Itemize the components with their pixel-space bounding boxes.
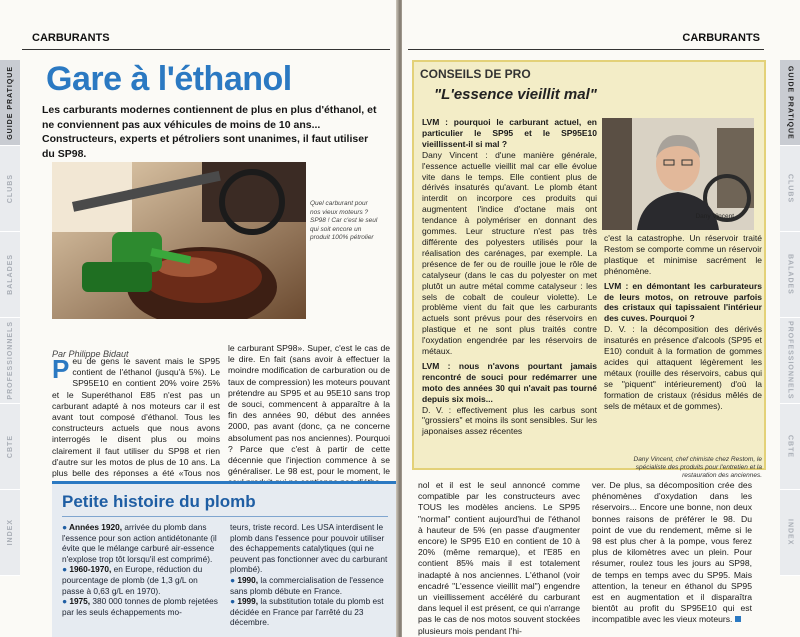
history-entry: ● Années 1920, arrivée du plomb dans l'essence pour son action antidétonante (il évite que le mélange carburé air-essence n'explose trop tôt lorsqu'il est comprimé). bbox=[62, 522, 217, 564]
article-author: Par Philippe Bidaut bbox=[52, 349, 129, 359]
left-tab-guide-pratique[interactable]: GUIDE PRATIQUE bbox=[0, 60, 20, 146]
header-rule bbox=[22, 49, 390, 50]
right-tab-index[interactable]: INDEX bbox=[780, 490, 800, 576]
drop-cap: P bbox=[52, 354, 70, 384]
lead-history-rule bbox=[62, 516, 388, 517]
right-tab-professionnels[interactable]: PROFESSIONNELS bbox=[780, 318, 800, 404]
qa-item: LVM : nous n'avons pourtant jamais rencontré de souci pour redémarrer une moto des années 30 qui n'avait pas tourné depuis six mois... D. V. : effectivement plus les carbus sont "grossiers" et moins ils sont sensibles. Sur les japonaises assez récentes bbox=[422, 360, 597, 437]
history-entry: ● 1960-1970, en Europe, réduction du pourcentage de plomb (de 1,3 g/L on passe à 0,63 g/L en 1970). bbox=[62, 564, 203, 596]
header-rule bbox=[408, 49, 764, 50]
history-entry: ● 1990, la commercialisation de l'essence sans plomb débute en France. bbox=[230, 574, 384, 596]
history-entry-continued: teurs, triste record. Les USA interdisent le plomb dans l'essence pour pouvoir utiliser des échappements catalytiques (qui ne peuvent pas fonctionner avec du carburant plombé). bbox=[230, 522, 388, 575]
interview-column-2 bbox=[604, 233, 762, 416]
lead-history-title: Petite histoire du plomb bbox=[62, 492, 256, 511]
body-column-2: le carburant SP98». Super, c'est le cas de le dire. En fait (sans avoir à effectuer la moindre modification de carburation ou de taux de compression) les moteurs pouvant prétendre au SP95 et au 95E10 sans trop de souci, commencent à apparaître à la fin des années 90, début des années 2000, pas avant (donc, ça ne concerne absolument pas nos anciennes). Pourquoi ? Parce que c'est à partir de cette décennie que l'injection commence à se généraliser. Le 98 est, pour le moment, le bbox=[228, 343, 390, 477]
left-section-tabs bbox=[0, 60, 20, 637]
photo-caption: Quel carburant pour nos vieux moteurs ? SP98 ! Car c'est le seul qui soit encore un produit 100% pétrolier bbox=[310, 200, 378, 241]
bullet-icon: ● bbox=[230, 596, 238, 607]
portrait-caption: Dany Vincent, chef chimiste chez Restom, le spécialiste des produits pour l'entretien et la restauration des anciennes. bbox=[633, 456, 762, 479]
portrait-name: Dany Vincent bbox=[695, 213, 734, 220]
interview-kicker: CONSEILS DE PRO bbox=[420, 67, 531, 81]
body-column-1-text: eu de gens le savent mais le SP95 contient de l'éthanol (jusqu'à 5%). Le SP95E10 en contient 20% voire 25% et le Superéthanol E85 n'est pas un carburant adapté à nos moteurs car il est avant tout composé d'éthanol. Tous les constructeurs actuels que nous avons interrogés le disent plus ou moins clairement il faut utiliser du SP98 et rien d'autre sur les motos de plus de 10 ans. La plus belle des réponses a été «Tous nos bbox=[52, 356, 220, 479]
left-tab-cbte[interactable]: CBTE bbox=[0, 404, 20, 490]
right-tab-balades[interactable]: BALADES bbox=[780, 232, 800, 318]
article-lead: Les carburants modernes contiennent de plus en plus d'éthanol, et ne conviennent pas aux véhicules de moins de 10 ans... Constructeurs, experts et pétroliers sont unanimes, il faut utiliser du SP98. bbox=[42, 104, 377, 160]
body-column-1 bbox=[52, 356, 220, 490]
bullet-icon: ● bbox=[62, 522, 70, 532]
history-entry: ● 1975, 380 000 tonnes de plomb rejetées par les seuls échappements mo- bbox=[62, 596, 218, 617]
end-of-article-icon bbox=[735, 616, 741, 622]
body-column-4 bbox=[592, 480, 752, 626]
right-page bbox=[402, 0, 800, 637]
qa-item: c'est la catastrophe. Un réservoir traité Restom se comporte comme un réservoir plastique et minimise sacrément le phénomène. bbox=[604, 233, 762, 276]
lead-history-column-2 bbox=[230, 522, 390, 628]
qa-item: LVM : en démontant les carburateurs de leurs motos, on retrouve parfois des cristaux qui tapissaient l'intérieur des cuves. Pourquoi ? D. V. : la décomposition des dérivés insaturés en présence d'alcools (SP95 et E10) conduit à la formation de gommes acides qui attaquent légèrement les métaux (rouille des réservoirs, cabus qui se "piquent" intérieurement) d'où la formation de cristaux (résidus mêlés de sels de métaux et de gommes). bbox=[604, 280, 762, 411]
left-tab-index[interactable]: INDEX bbox=[0, 490, 20, 576]
qa-item: LVM : pourquoi le carburant actuel, en particulier le SP95 et le SP95E10 vieillissent-il si mal ? Dany Vincent : d'une manière générale, l'essence actuelle vieillit mal car elle évolue vite dans le temps. Elle contient plus de dérivés insaturés qu'avant. Le plomb étant interdit on incorpore ces produits qui augmentent l'indice d'octane mais ont tendance à polymériser en donnant des gommes. Leur structure n'est pas très différente des polyesters utilisés pour la réalisation des carénages, par exemple. La présence de fer ou de rouille joue le rôle de catalyseur (dans le cas du polyester on met plutôt un autre métal comme catalyseur : les sels de cobalt de couleur violette). Le problème vient du fait que les carburants actuels sont prévus pour des réservoirs en plastique et ne sont plus traités contre l'oxydation engendrée par les réservoirs de métaux. bbox=[422, 117, 597, 357]
lead-history-column-1 bbox=[62, 522, 222, 617]
article-title: Gare à l'éthanol bbox=[46, 60, 292, 98]
history-entry: ● 1999, la substitution totale du plomb est décidée en France par l'arrêté du 23 décembre. bbox=[230, 596, 384, 628]
bullet-icon: ● bbox=[62, 564, 70, 575]
right-tab-clubs[interactable]: CLUBS bbox=[780, 146, 800, 232]
right-tab-cbte[interactable]: CBTE bbox=[780, 404, 800, 490]
expert-interview-box bbox=[412, 60, 766, 479]
body-column-4-text: ver. De plus, sa décomposition crée des phénomènes d'oxydation dans les réservoirs... Encore une bonne, non deux bonnes raisons de préférer le 98. Du point de vue du rendement, même si le 98 est plus cher à la pompe, vous ferez plus de kilomètres avec un plein. Pour résumer, roulez tous les jours au SP98, de temps en temps avec du SP95. Mais attention, la teneur en éthanol du SP95 est en augmentation et il disparaîtra bientôt au profit du SP95E10 qui est incompatible avec les vieux moteurs. bbox=[592, 480, 752, 625]
interview-column-1 bbox=[422, 117, 597, 441]
section-label: CARBURANTS bbox=[32, 32, 110, 44]
section-label: CARBURANTS bbox=[682, 32, 760, 44]
motorcycle-fuel-photo bbox=[52, 162, 306, 319]
left-tab-balades[interactable]: BALADES bbox=[0, 232, 20, 318]
left-page bbox=[0, 0, 398, 637]
lead-history-box bbox=[52, 481, 396, 637]
left-tab-clubs[interactable]: CLUBS bbox=[0, 146, 20, 232]
left-tab-professionnels[interactable]: PROFESSIONNELS bbox=[0, 318, 20, 404]
bullet-icon: ● bbox=[62, 596, 70, 607]
body-column-3: nol et il est le seul annoncé comme compatible par les constructeurs avec TOUS les modèles anciens. Le SP95 "normal" contient aujourd'hui de l'éthanol à hauteur de 5% (en passe d'augmenter encore) le SP95 E10 en contient de 10 à 20% (même remarque), et l'E85 en contient 85% mais il est totalement inadapté à nos anciennes. L'éthanol (voir encadré "L'essence vieillit mal") engendre un vieillissement accéléré du carburant dans lequel il est présent, ce qui n'arrange pas le cas de nos motos souvent stockées plusieurs mois pendant l'hi- bbox=[418, 480, 580, 636]
right-section-tabs bbox=[780, 60, 800, 637]
bullet-icon: ● bbox=[230, 574, 238, 585]
right-tab-guide-pratique[interactable]: GUIDE PRATIQUE bbox=[780, 60, 800, 146]
interview-title: "L'essence vieillit mal" bbox=[434, 86, 597, 103]
expert-portrait-photo bbox=[602, 118, 754, 230]
